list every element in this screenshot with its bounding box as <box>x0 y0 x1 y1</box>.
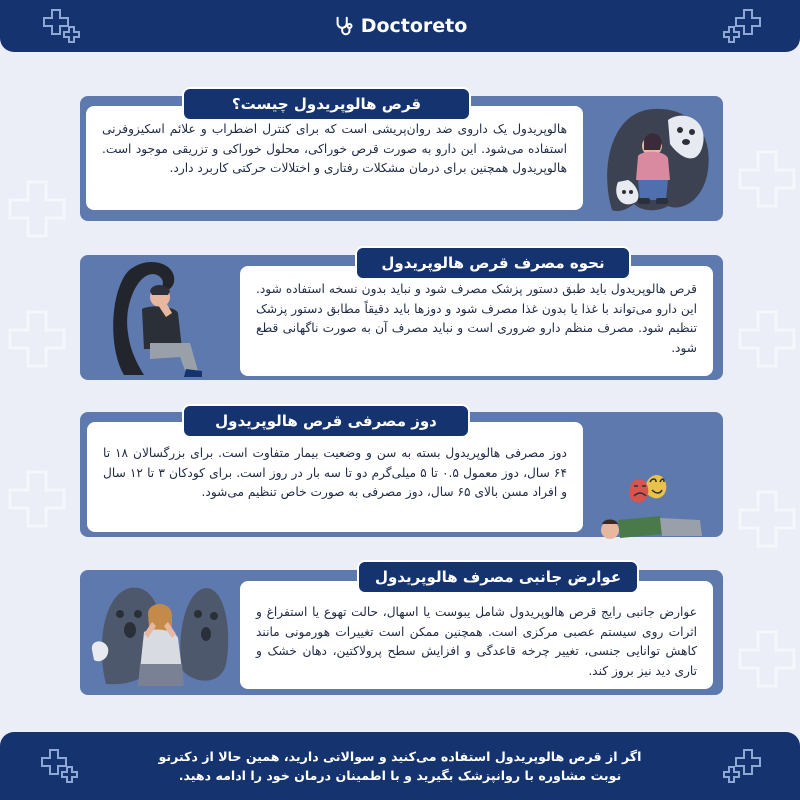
section-card <box>87 422 583 532</box>
footer-text-line-2: نوبت مشاوره با روانپزشک بگیرید و با اطمینان درمان خود را ادامه دهید. <box>178 768 622 783</box>
medical-cross-icon <box>716 6 764 46</box>
medical-cross-icon <box>38 746 84 786</box>
section-title-pill <box>182 87 471 121</box>
section-body: قرص هالوپریدول باید طبق دستور پزشک مصرف شود و نباید بدون نسخه استفاده شود. این دارو می‌تواند با غذا یا بدون غذا مصرف شود و دوزها باید دقیقاً مطابق دستور پزشک تنظیم شود. مصرف منظم دارو ضروری است و نباید مصرف آن به صورت ناگهانی قطع شود. <box>256 282 697 355</box>
header-bar <box>0 0 800 52</box>
person-holding-head-with-shadow-illustration <box>94 259 224 379</box>
section-title: عوارض جانبی مصرف هالوپریدول <box>374 568 622 586</box>
section-card <box>240 266 713 376</box>
brand-name: Doctoreto <box>360 15 468 37</box>
section-title: قرص هالوپریدول چیست؟ <box>231 95 422 113</box>
section-body: هالوپریدول یک داروی ضد روان‌پریشی است که برای کنترل اضطراب و علائم اسکیزوفرنی استفاده می‌شود. این دارو به صورت قرص خوراکی، محلول خوراکی و تزریقی موجود است. هالوپریدول همچنین برای درمان مشکلات رفتاری و اختلالات حرکتی کاربرد دارد. <box>102 122 567 175</box>
anxious-person-with-ghosts-illustration <box>598 100 718 216</box>
footer-banner <box>0 732 800 800</box>
brand-logo[interactable] <box>333 15 468 37</box>
section-title: دوز مصرفی قرص هالوپریدول <box>215 412 437 430</box>
section-title: نحوه مصرف قرص هالوپریدول <box>381 254 605 272</box>
section-card <box>86 106 583 210</box>
medical-cross-icon <box>718 746 764 786</box>
frightened-girl-with-ghosts-illustration <box>86 574 232 694</box>
person-lying-with-masks-illustration <box>590 464 716 544</box>
section-body: دوز مصرفی هالوپریدول بسته به سن و وضعیت بیمار متفاوت است. برای بزرگسالان ۱۸ تا ۶۴ سال، دوز معمول ۰.۵ تا ۵ میلی‌گرم دو تا سه بار در روز است. برای کودکان ۳ تا ۱۲ سال و افراد مسن بالای ۶۵ سال، دوز مصرفی به صورت خاص تنظیم می‌شود. <box>103 446 568 499</box>
section-body: عوارض جانبی رایج قرص هالوپریدول شامل یبوست یا اسهال، حالت تهوع یا استفراغ و اثرات روی سیستم عصبی مرکزی است. همچنین ممکن است تغییرات هورمونی مانند کاهش توانایی جنسی، تغییر چرخه قاعدگی و افزایش سطح پرولاکتین، دهان خشک و تاری دید نیز بروز کند. <box>256 605 697 678</box>
stethoscope-icon <box>333 15 355 37</box>
section-title-pill <box>355 246 631 280</box>
section-card <box>240 581 713 689</box>
section-title-pill <box>182 404 470 438</box>
section-title-pill <box>357 560 639 594</box>
footer-text-line-1: اگر از قرص هالوپریدول استفاده می‌کنید و سوالاتی دارید، همین حالا از دکترتو <box>158 749 642 764</box>
medical-cross-icon <box>40 6 88 46</box>
